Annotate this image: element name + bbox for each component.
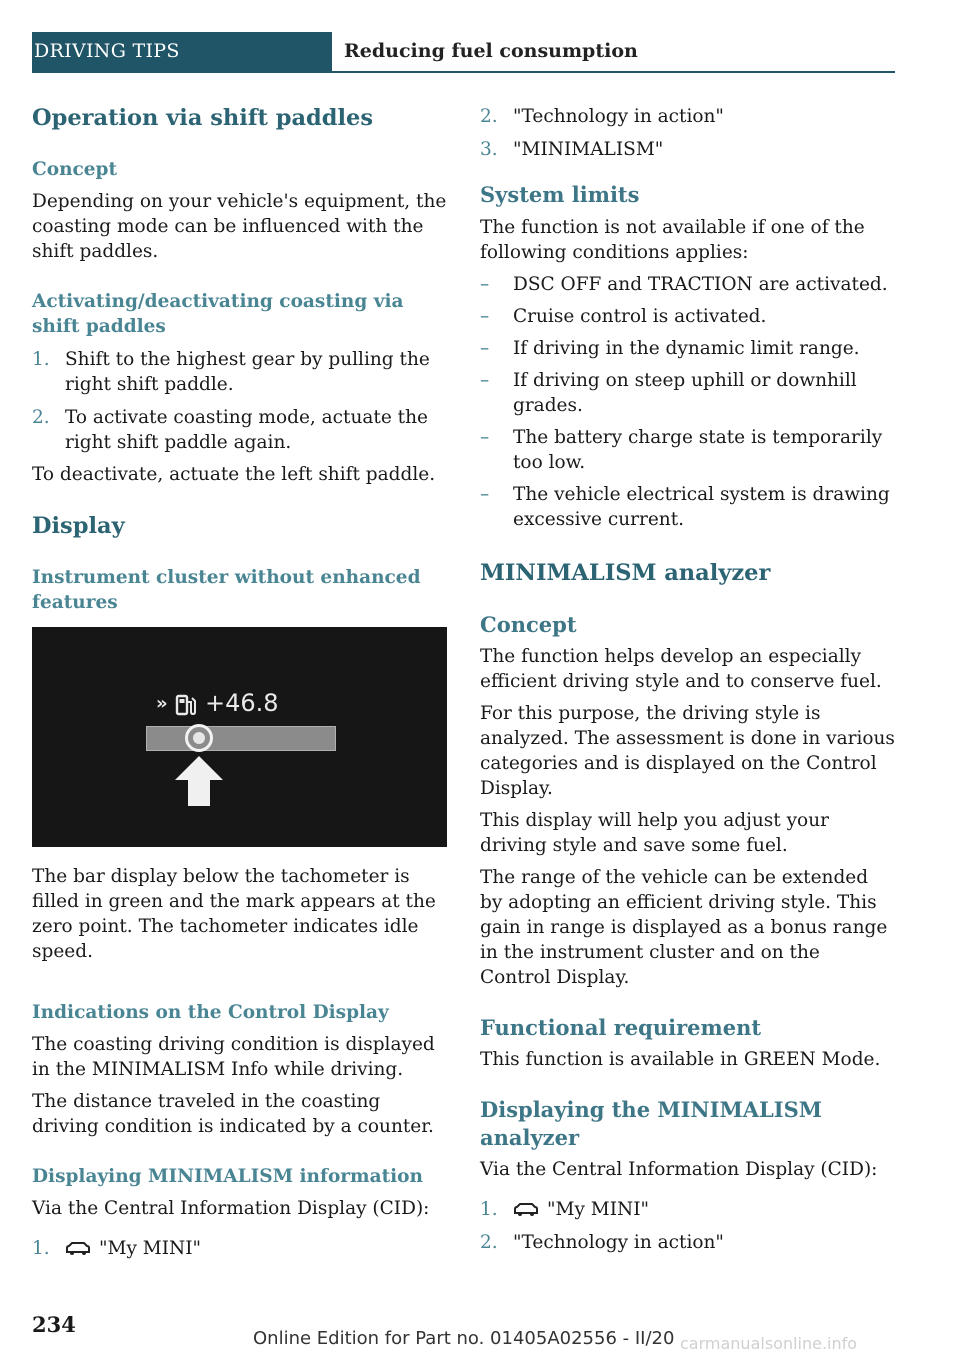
up-arrow-icon [173,754,225,808]
list-text: To activate coasting mode, actuate the right shift paddle again. [65,407,428,453]
list-item [480,104,896,129]
car-icon [513,1202,539,1216]
list-item [480,1197,896,1222]
list-dash: – [480,427,490,448]
paragraph-requirement: This function is available in GREEN Mode. [480,1049,881,1070]
paragraph-limits: The function is not available if one of the following conditions applies: [480,217,865,263]
list-text: If driving in the dynamic limit range. [513,338,860,359]
paragraph-deactivate: To deactivate, actuate the left shift paddle. [32,464,436,485]
heading-indications: Indications on the Control Display [32,1002,389,1023]
list-dash: – [480,484,490,505]
heading-system-limits: System limits [480,182,640,207]
list-text: "My MINI" [99,1238,202,1259]
bonus-range-readout: +46.8 [205,689,279,717]
list-item [480,482,896,532]
car-icon [65,1241,91,1255]
zero-point-mark [185,724,213,752]
coasting-bar [146,726,336,751]
list-dash: – [480,338,490,359]
right-column [480,104,896,1255]
list-number: 3. [480,139,498,160]
paragraph-indications-1: The coasting driving condition is displayed in the MINIMALISM Info while driving. [32,1034,435,1080]
list-item [480,272,896,297]
list-dash: – [480,274,490,295]
watermark: carmanualsonline.info [680,1334,858,1353]
list-text: If driving on steep uphill or downhill grades. [513,370,857,416]
heading-activating: Activating/deactivating coasting via shift paddles [32,291,404,337]
list-number: 2. [32,407,50,428]
paragraph-bar-display: The bar display below the tachometer is filled in green and the mark appears at the zero point. The tachometer indicates idle speed. [32,866,436,962]
list-item [32,347,447,397]
instrument-cluster-image [32,627,447,847]
list-item [480,137,896,162]
paragraph-concept-4: The range of the vehicle can be extended by adopting an efficient driving style. This gain in range is displayed as a bonus range in the instrument cluster and on the Control Display. [480,867,888,988]
heading-concept: Concept [32,159,118,180]
list-item [480,304,896,329]
paragraph-indications-2: The distance traveled in the coasting driving condition is indicated by a counter. [32,1091,434,1137]
list-text: "Technology in action" [513,106,724,127]
section-tab: DRIVING TIPS [32,32,332,71]
list-dash: – [480,370,490,391]
footer-edition: Online Edition for Part no. 01405A02556 - II/20 [253,1328,675,1349]
heading-functional-requirement: Functional requirement [480,1015,762,1040]
paragraph-concept: Depending on your vehicle's equipment, the coasting mode can be influenced with the shift paddles. [32,191,447,262]
list-number: 2. [480,1232,498,1253]
heading-displaying-info: Displaying MINIMALISM information [32,1166,423,1187]
heading-concept-2: Concept [480,612,577,637]
list-number: 1. [32,349,50,370]
heading-display: Display [32,513,125,539]
paragraph-via-cid: Via the Central Information Display (CID): [32,1198,430,1219]
list-text: The battery charge state is temporarily too low. [513,427,883,473]
chapter-title: Reducing fuel consumption [344,40,638,62]
list-number: 2. [480,106,498,127]
paragraph-concept-3: This display will help you adjust your driving style and save some fuel. [480,810,829,856]
heading-displaying-analyzer: Displaying the MINIMALISM analyzer [480,1097,822,1150]
paragraph-concept-1: The function helps develop an especially efficient driving style and to conserve fuel. [480,646,882,692]
list-dash: – [480,306,490,327]
list-number: 1. [480,1199,498,1220]
list-text: "Technology in action" [513,1232,724,1253]
list-text: Cruise control is activated. [513,306,767,327]
list-number: 1. [32,1238,50,1259]
list-item [32,405,447,455]
fuel-pump-icon [175,693,197,717]
list-text: Shift to the highest gear by pulling the right shift paddle. [65,349,430,395]
left-column [32,104,447,1261]
list-item [480,425,896,475]
heading-operation: Operation via shift paddles [32,105,374,131]
list-text: DSC OFF and TRACTION are activated. [513,274,888,295]
heading-instrument-cluster: Instrument cluster without enhanced features [32,567,421,613]
list-text: "My MINI" [547,1199,650,1220]
paragraph-concept-2: For this purpose, the driving style is analyzed. The assessment is done in various categories and is displayed on the Control Display. [480,703,895,799]
heading-minimalism-analyzer: MINIMALISM analyzer [480,560,771,586]
list-text: "MINIMALISM" [513,139,664,160]
page-number: 234 [32,1312,76,1337]
list-item [480,1230,896,1255]
list-item [32,1236,447,1261]
paragraph-via-cid-2: Via the Central Information Display (CID): [480,1159,878,1180]
list-item [480,336,896,361]
list-text: The vehicle electrical system is drawing excessive current. [513,484,890,530]
page-header [32,32,895,73]
list-item [480,368,896,418]
chevron-icon: » [156,693,168,714]
